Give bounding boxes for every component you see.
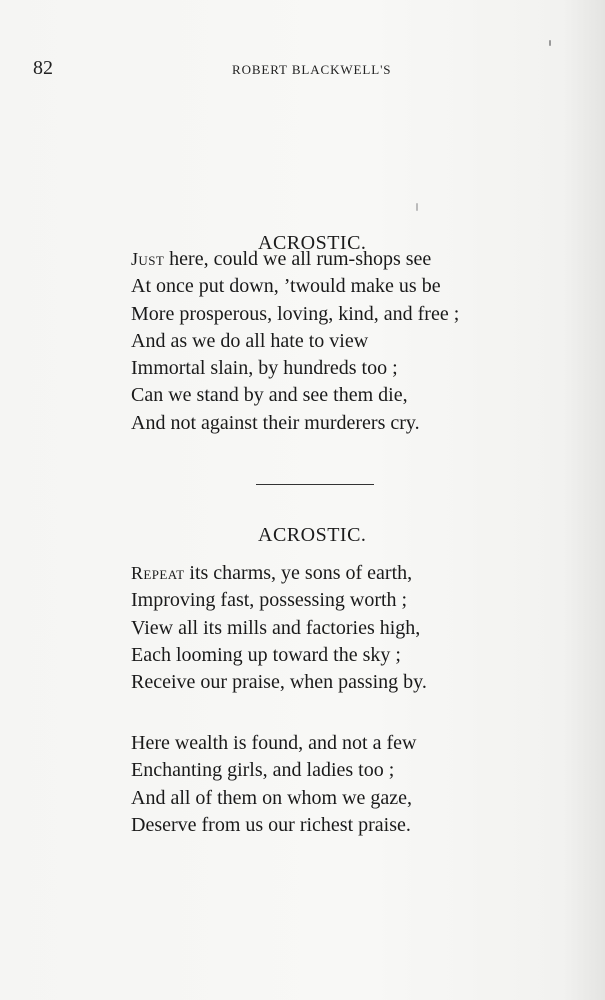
section-divider — [256, 484, 374, 485]
poem-1-stanza-1 — [131, 246, 459, 437]
line-text: Can we stand by and see them die, — [131, 384, 408, 407]
poem-line — [131, 328, 459, 355]
poem-line — [131, 301, 459, 328]
scan-speck — [416, 203, 418, 211]
poem-line — [131, 560, 427, 587]
poem-line — [131, 615, 427, 642]
poem-line — [131, 410, 459, 437]
line-text: And as we do all hate to view — [131, 329, 369, 352]
line-text: At once put down, ’twould make us be — [131, 275, 441, 298]
line-text: Immortal slain, by hundreds too ; — [131, 357, 398, 380]
line-text: Deserve from us our richest praise. — [131, 813, 411, 836]
poem-title-text: ACROSTIC. — [258, 232, 367, 254]
poem-line — [131, 587, 427, 614]
poem-line — [131, 382, 459, 409]
poem-2-stanza-2 — [131, 730, 416, 839]
line-text: More prosperous, loving, kind, and free ; — [131, 302, 460, 325]
line-text: View all its mills and factories high, — [131, 616, 421, 639]
scan-speck — [549, 40, 551, 46]
page-number: 82 — [33, 57, 53, 79]
line-text: Here wealth is found, and not a few — [131, 732, 417, 754]
line-text: Receive our praise, when passing by. — [131, 671, 427, 694]
line-text: And all of them on whom we gaze, — [131, 786, 413, 809]
poem-line — [131, 669, 427, 696]
poem-line — [131, 812, 416, 839]
line-text: And not against their murderers cry. — [131, 411, 420, 434]
running-head: ROBERT BLACKWELL'S — [232, 62, 392, 77]
poem-line — [131, 273, 459, 300]
line-lead: Repeat — [131, 563, 185, 583]
line-lead: Just — [131, 249, 165, 269]
poem-line — [131, 355, 459, 382]
poem-line — [131, 785, 416, 812]
poem-2-stanza-1 — [131, 560, 427, 696]
line-text: here, could we all rum-shops see — [164, 248, 432, 270]
poem-line — [131, 757, 416, 784]
poem-line — [131, 730, 416, 757]
poem-title-text: ACROSTIC. — [258, 524, 367, 546]
line-text: its charms, ye sons of earth, — [184, 562, 413, 584]
poem-line — [131, 642, 427, 669]
poem-line — [131, 246, 459, 273]
line-text: Each looming up toward the sky ; — [131, 643, 401, 666]
line-text: Enchanting girls, and ladies too ; — [131, 759, 395, 782]
line-text: Improving fast, possessing worth ; — [131, 589, 408, 612]
